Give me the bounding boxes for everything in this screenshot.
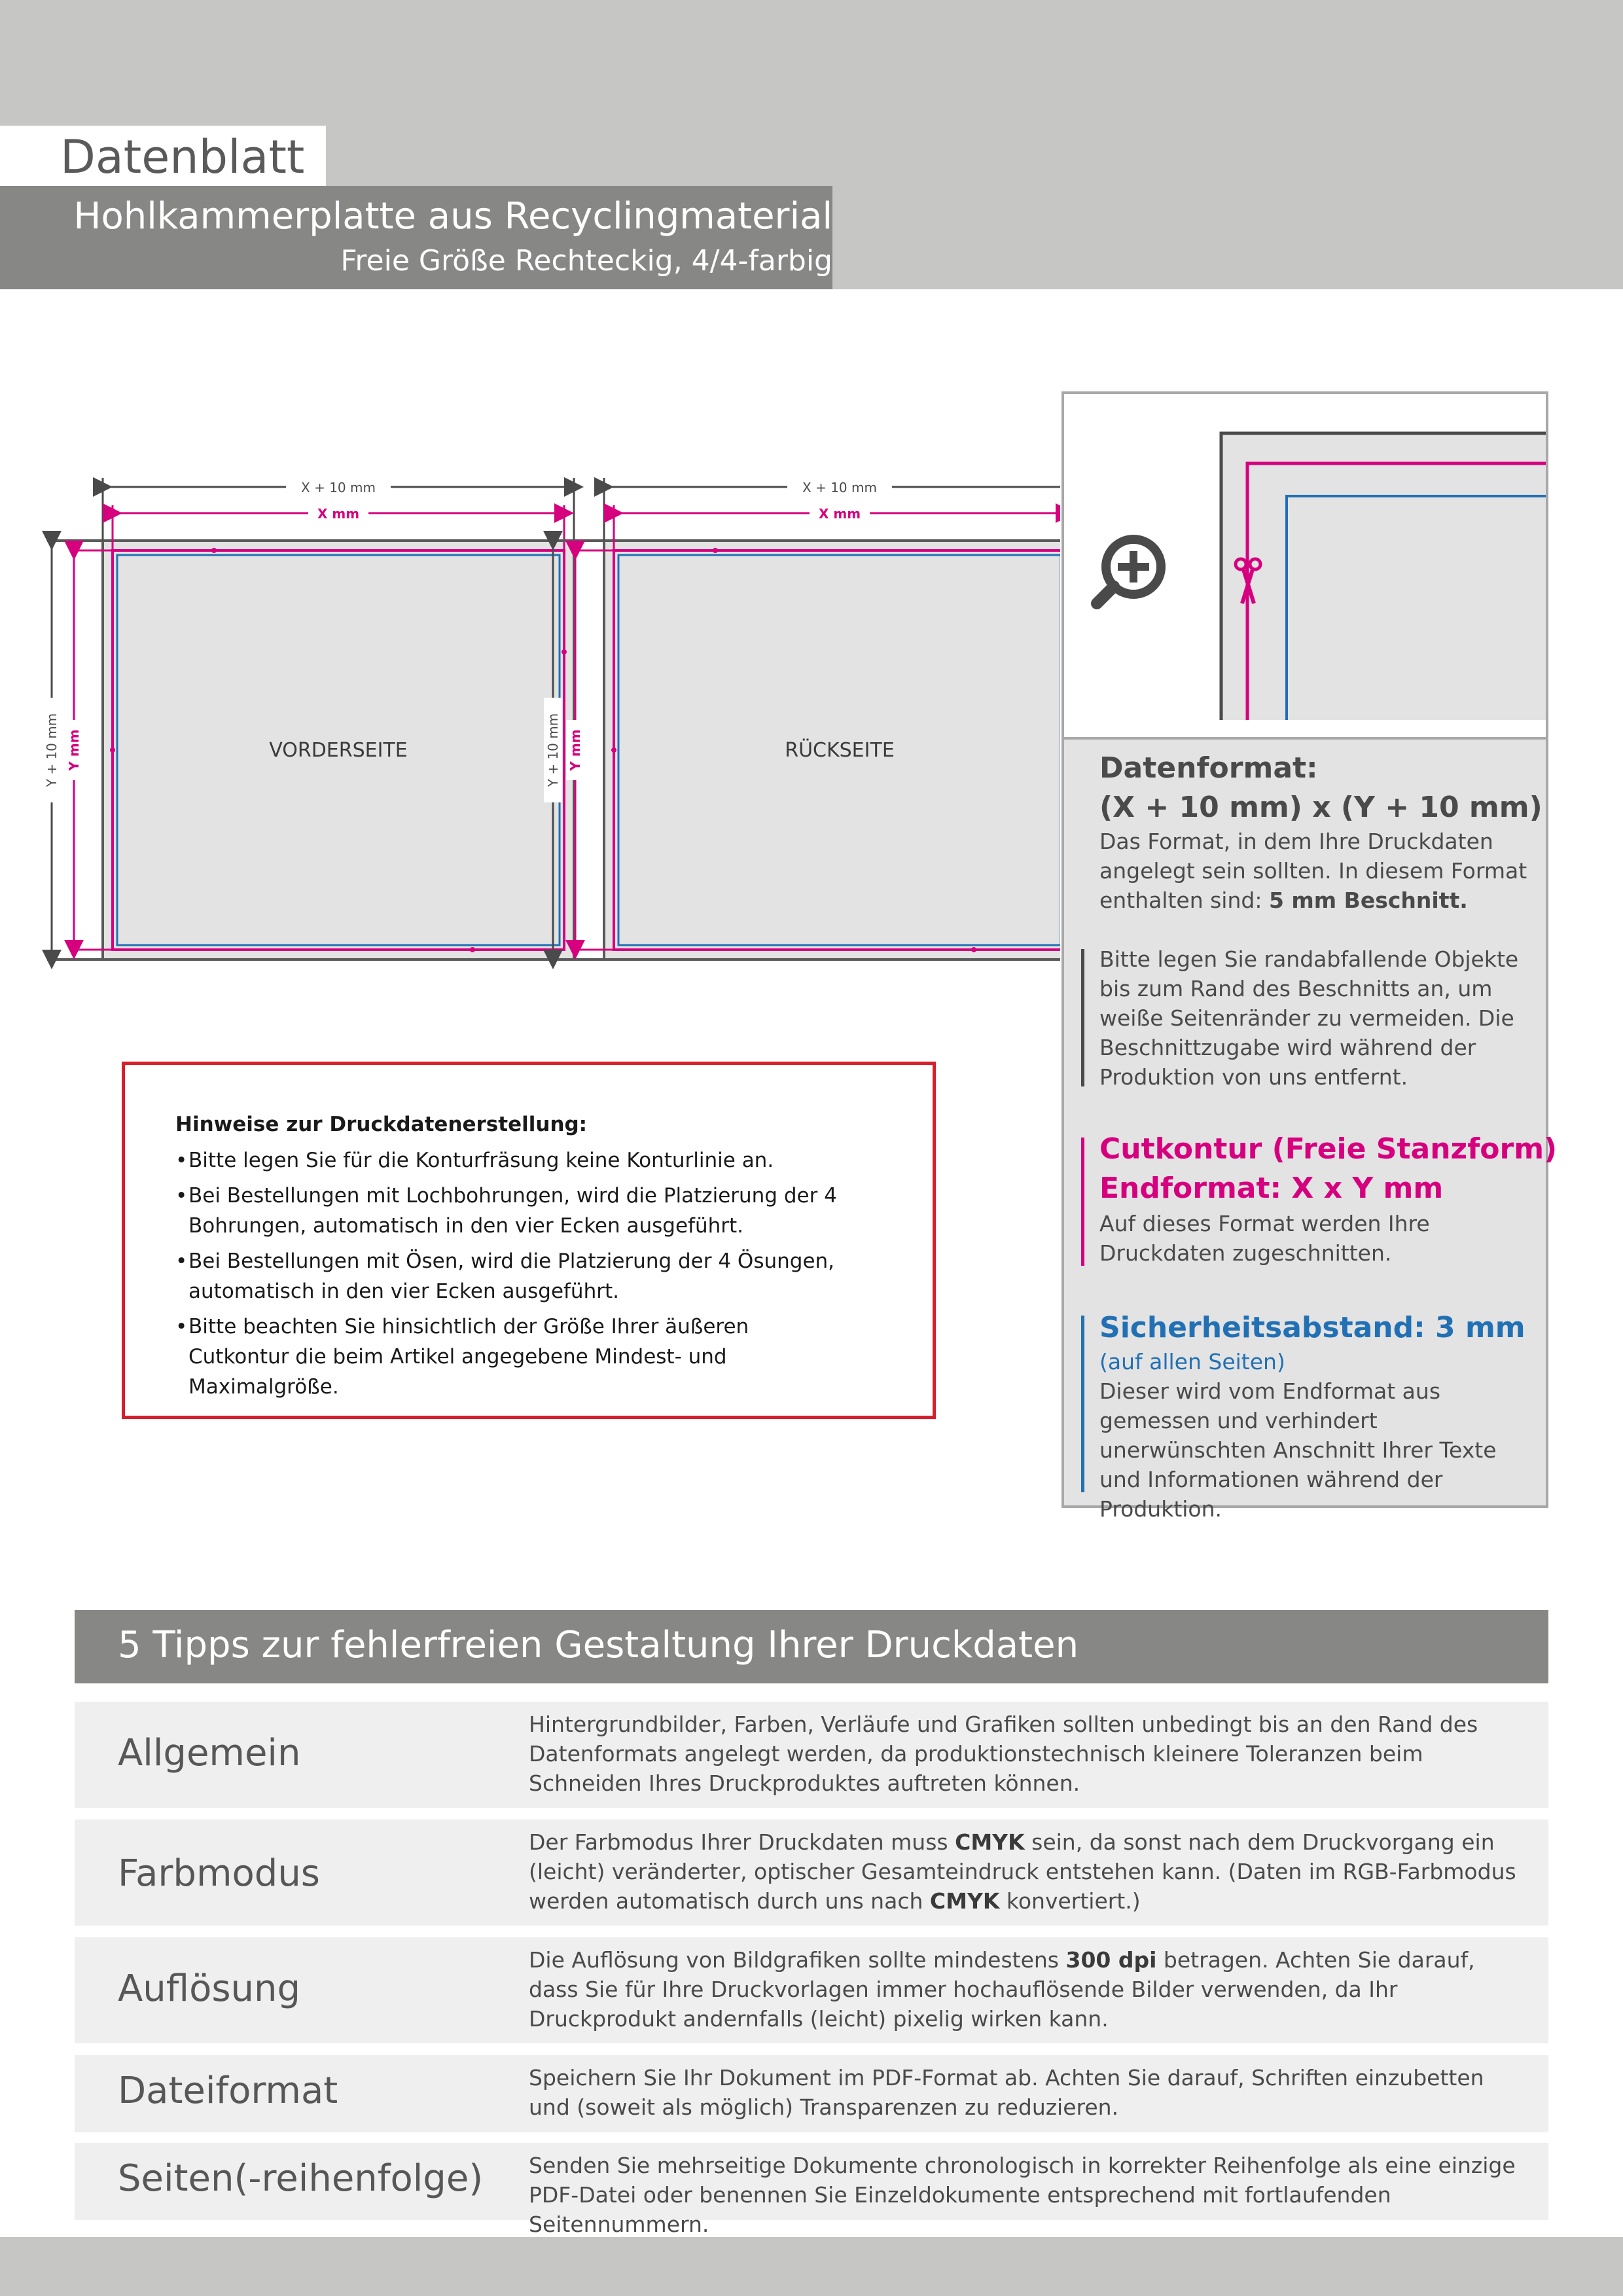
- note-item: • Bei Bestellungen mit Ösen, wird die Platzierung der 4 Ösungen, automatisch in den vier Ecken ausgeführt.: [175, 1249, 835, 1303]
- note-item: • Bitte beachten Sie hinsichtlich der Größe Ihrer äußeren Cutkontur die beim Artikel angegebene Mindest- und Maximalgröße.: [175, 1315, 749, 1399]
- front-label: VORDERSEITE: [269, 739, 408, 762]
- safety-sub: (auf allen Seiten): [1099, 1349, 1285, 1374]
- note-item: • Bitte legen Sie für die Konturfräsung keine Konturlinie an.: [175, 1149, 774, 1172]
- tip-text: Speichern Sie Ihr Dokument im PDF-Format ab. Achten Sie darauf, Schriften einzubetten und (soweit als möglich) Transparenzen zu reduzieren.: [529, 2065, 1484, 2120]
- tip-label: Farbmodus: [118, 1852, 320, 1895]
- height-outer-label: Y + 10 mm: [545, 713, 561, 787]
- notes-heading: Hinweise zur Druckdatenerstellung:: [175, 1113, 588, 1136]
- width-inner-label: X mm: [818, 506, 861, 522]
- tip-text: Der Farbmodus Ihrer Druckdaten muss CMYK sein, da sonst nach dem Druckvorgang ein (leicht) veränderter, optischer Gesamteindruck entstehen kann. (Daten im RGB-Farbmodus werden automatisch durch uns nach CMYK konvertiert.): [529, 1829, 1516, 1914]
- cut-marker: [211, 548, 217, 553]
- page-title: Hohlkammerplatte aus Recyclingmaterial: [73, 195, 832, 238]
- tip-label: Allgemein: [118, 1732, 301, 1774]
- datenformat-text: Das Format, in dem Ihre Druckdaten angelegt sein sollten. In diesem Format enthalten sind: 5 mm Beschnitt.: [1099, 829, 1527, 913]
- doc-label: Datenblatt: [60, 130, 305, 184]
- zoom-in-icon: [1097, 539, 1161, 603]
- tip-text: Senden Sie mehrseitige Dokumente chronologisch in korrekter Reihenfolge als eine einzige PDF-Datei oder benennen Sie Einzeldokumente entsprechend mit fortlaufenden Seitennummern.: [529, 2153, 1516, 2237]
- cut-marker: [470, 947, 475, 952]
- height-inner-label: Y mm: [66, 729, 82, 771]
- format-diagrams: [0, 458, 1060, 982]
- width-outer-label: X + 10 mm: [301, 480, 376, 495]
- datenformat-heading: Datenformat:: [1099, 751, 1318, 785]
- tip-row-dateiformat: [75, 2055, 1548, 2132]
- width-outer-label: X + 10 mm: [802, 480, 877, 495]
- height-outer-label: Y + 10 mm: [44, 713, 60, 787]
- datenformat-hint: Bitte legen Sie randabfallende Objekte bis zum Rand des Beschnitts an, um weiße Seitenränder zu vermeiden. Die Beschnittzugabe wird während der Produktion von uns entfernt.: [1099, 946, 1519, 1090]
- datenformat-size: (X + 10 mm) x (Y + 10 mm): [1099, 791, 1543, 824]
- cut-marker: [562, 649, 567, 655]
- note-item: • Bei Bestellungen mit Lochbohrungen, wird die Platzierung der 4 Bohrungen, automatisch in den vier Ecken ausgeführt.: [175, 1184, 837, 1238]
- tip-label: Dateiformat: [118, 2070, 338, 2112]
- back-label: RÜCKSEITE: [785, 739, 895, 762]
- safety-bar: [1081, 1316, 1084, 1492]
- cut-marker: [971, 947, 976, 952]
- tip-row-farbmodus: [75, 1820, 1548, 1926]
- cut-marker: [110, 747, 115, 753]
- cut-bar: [1081, 1138, 1084, 1266]
- zoom-detail-graphic: [1064, 394, 1546, 737]
- cut-marker: [713, 548, 718, 553]
- cutkontur-text: Auf dieses Format werden Ihre Druckdaten zugeschnitten.: [1099, 1211, 1430, 1266]
- width-inner-label: X mm: [317, 506, 360, 522]
- height-inner-label: Y mm: [567, 729, 583, 771]
- tips-title: 5 Tipps zur fehlerfreien Gestaltung Ihrer Druckdaten: [118, 1624, 1079, 1666]
- tip-label: Auflösung: [118, 1967, 301, 2010]
- tip-row-aufloesung: [75, 1937, 1548, 2043]
- page-subtitle: Freie Größe Rechteckig, 4/4-farbig: [340, 244, 832, 278]
- tip-row-seiten: [75, 2143, 1548, 2237]
- tip-label: Seiten(-reihenfolge): [118, 2157, 484, 2200]
- safety-text: Dieser wird vom Endformat aus gemessen und verhindert unerwünschten Anschnitt Ihrer Texte und Informationen während der Produktion.: [1099, 1378, 1497, 1522]
- tip-text: Die Auflösung von Bildgrafiken sollte mindestens 300 dpi betragen. Achten Sie darauf, dass Sie für Ihre Druckvorlagen immer hochauflösende Bilder verwenden, da Ihr Druckprodukt andernfalls (leicht) pixelig wirken kann.: [529, 1947, 1475, 2032]
- tip-text: Hintergrundbilder, Farben, Verläufe und Grafiken sollten unbedingt bis an den Rand des Datenformats angelegt werden, da produktionstechnisch kleinere Toleranzen beim Schneiden Ihres Druckproduktes auftreten können.: [529, 1712, 1478, 1796]
- hint-bar: [1081, 949, 1084, 1086]
- tip-row-allgemein: [75, 1702, 1548, 1808]
- footer-band: [0, 2237, 1623, 2296]
- cut-marker: [611, 747, 616, 753]
- endformat-heading: Endformat: X x Y mm: [1099, 1172, 1444, 1205]
- cutkontur-heading: Cutkontur (Freie Stanzform): [1099, 1132, 1558, 1166]
- safety-heading: Sicherheitsabstand: 3 mm: [1099, 1311, 1525, 1344]
